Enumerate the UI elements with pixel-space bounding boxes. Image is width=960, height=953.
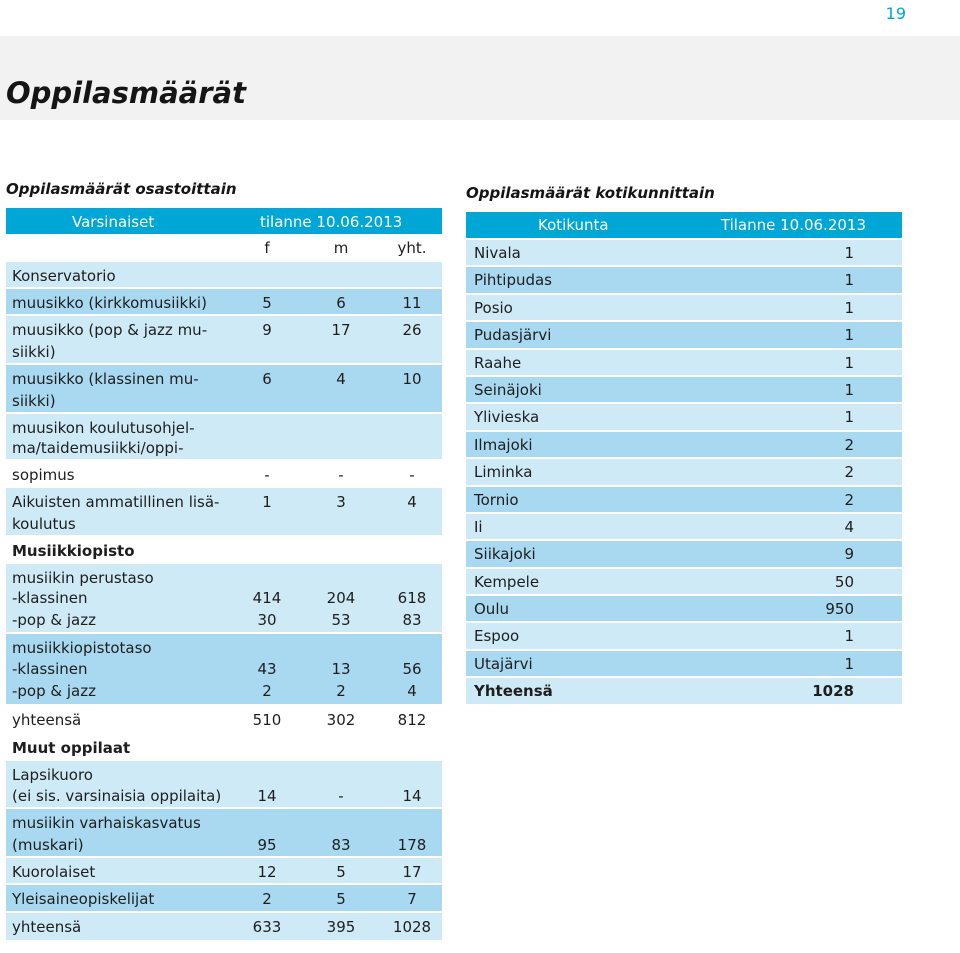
- cell-yht: -: [409, 466, 415, 484]
- col-yht: yht.: [397, 239, 427, 257]
- municipality-count: 1: [844, 408, 854, 427]
- cell-f: 2: [262, 682, 272, 700]
- municipality-name: Oulu: [474, 600, 509, 619]
- page-number: 19: [885, 4, 906, 23]
- table-row: [466, 487, 902, 512]
- row-label: siikki): [12, 392, 56, 410]
- municipality-count: 1: [844, 326, 854, 345]
- table-row: [466, 514, 902, 539]
- cell-m: 13: [331, 660, 351, 678]
- cell-yht: 10: [402, 370, 422, 388]
- cell-yht: 4: [407, 682, 417, 700]
- cell-f: 414: [252, 589, 282, 607]
- cell-yht: 7: [407, 890, 417, 908]
- table-row: [6, 734, 442, 759]
- municipality-name: Raahe: [474, 353, 522, 372]
- table-row: [466, 322, 902, 347]
- table-row: [6, 885, 442, 911]
- table-row: [6, 634, 442, 704]
- cell-m: 3: [336, 493, 346, 511]
- municipality-name: Espoo: [474, 627, 520, 646]
- row-label: musiikkiopistotaso: [12, 639, 152, 657]
- cell-yht: 14: [402, 787, 422, 805]
- cell-f: 12: [257, 863, 277, 881]
- right-section-title: Oppilasmäärät kotikunnittain: [466, 184, 715, 202]
- table-row: [6, 706, 442, 732]
- cell-yht: 26: [402, 321, 422, 339]
- cell-m: 53: [331, 611, 351, 629]
- column-header-row: [6, 236, 442, 260]
- cell-f: 30: [257, 611, 277, 629]
- cell-f: 43: [257, 660, 277, 678]
- municipality-count: 1: [844, 654, 854, 673]
- table-row: [466, 651, 902, 676]
- table-row: [466, 267, 902, 292]
- cell-m: 6: [336, 294, 346, 312]
- row-label: ma/taidemusiikki/oppi-: [12, 439, 184, 457]
- municipality-name: Nivala: [474, 244, 521, 262]
- municipality-name: Liminka: [474, 463, 533, 482]
- cell-f: 9: [262, 321, 272, 339]
- table-header-row: [6, 208, 442, 234]
- cell-m: 17: [331, 321, 351, 339]
- row-label: Lapsikuoro: [12, 766, 93, 784]
- row-label: musiikin varhaiskasvatus: [12, 814, 201, 832]
- cell-f: 510: [252, 711, 282, 729]
- row-label: Yleisaineopiskelijat: [12, 890, 155, 908]
- cell-m: -: [338, 466, 344, 484]
- cell-f: 6: [262, 370, 272, 388]
- row-label: muusikon koulutusohjel-: [12, 419, 195, 437]
- table-row-total: [466, 678, 902, 703]
- table-row-total: [6, 913, 442, 940]
- header-status-date: tilanne 10.06.2013: [260, 213, 403, 231]
- municipality-name: Yhteensä: [474, 682, 553, 701]
- cell-f: 1: [262, 493, 272, 511]
- table-row: [466, 404, 902, 429]
- cell-f: 95: [257, 836, 277, 854]
- page-title: Oppilasmäärät: [6, 76, 246, 110]
- cell-f: 2: [262, 890, 272, 908]
- table-row: [6, 488, 442, 535]
- municipality-name: Pihtipudas: [474, 271, 552, 290]
- table-row: [466, 596, 902, 621]
- municipality-count: 2: [844, 463, 854, 482]
- cell-f: 633: [252, 918, 282, 936]
- municipality-name: Pudasjärvi: [474, 326, 552, 345]
- table-row: [466, 432, 902, 457]
- table-row: [466, 350, 902, 375]
- row-label: sopimus: [12, 466, 75, 484]
- table-row: [6, 262, 442, 287]
- municipality-name: Ii: [474, 517, 483, 536]
- table-row: [6, 289, 442, 314]
- municipality-name: Ilmajoki: [474, 435, 533, 454]
- municipality-name: Seinäjoki: [474, 380, 542, 399]
- table-row: [466, 459, 902, 484]
- cell-yht: 178: [397, 836, 427, 854]
- table-row: [6, 461, 442, 486]
- row-label: Aikuisten ammatillinen lisä-: [12, 493, 220, 511]
- table-row: [466, 377, 902, 402]
- cell-m: 4: [336, 370, 346, 388]
- municipality-table: [466, 212, 902, 706]
- header-kotikunta: Kotikunta: [538, 216, 609, 234]
- cell-f: -: [264, 466, 270, 484]
- header-varsinaiset: Varsinaiset: [72, 213, 155, 231]
- cell-yht: 1028: [392, 918, 432, 936]
- municipality-name: Siikajoki: [474, 545, 536, 564]
- municipality-count: 950: [825, 600, 854, 619]
- row-label: Kuorolaiset: [12, 863, 96, 881]
- row-label: -klassinen: [12, 660, 88, 678]
- row-label: Konservatorio: [12, 267, 116, 285]
- table-row: [6, 414, 442, 459]
- row-label: -klassinen: [12, 589, 88, 607]
- table-row: [6, 365, 442, 412]
- cell-f: 14: [257, 787, 277, 805]
- row-label: -pop & jazz: [12, 682, 96, 700]
- cell-f: 5: [262, 294, 272, 312]
- cell-yht: 17: [402, 863, 422, 881]
- cell-m: -: [338, 787, 344, 805]
- row-label: Musiikkiopisto: [12, 542, 135, 560]
- municipality-count: 2: [844, 490, 854, 509]
- left-section-title: Oppilasmäärät osastoittain: [6, 180, 237, 198]
- row-label: koulutus: [12, 515, 76, 533]
- municipality-name: Kempele: [474, 572, 540, 591]
- municipality-count: 1: [844, 244, 854, 262]
- cell-m: 395: [326, 918, 356, 936]
- municipality-count: 9: [844, 545, 854, 564]
- cell-yht: 812: [397, 711, 427, 729]
- municipality-count: 1: [844, 271, 854, 290]
- col-f: f: [264, 239, 270, 257]
- table-row: [466, 541, 902, 566]
- municipality-count: 1: [844, 298, 854, 317]
- header-status-date: Tilanne 10.06.2013: [720, 216, 866, 234]
- municipality-count: 1: [844, 627, 854, 646]
- municipality-name: Tornio: [474, 490, 519, 509]
- cell-yht: 618: [397, 589, 427, 607]
- table-row: [6, 537, 442, 562]
- table-row: [6, 316, 442, 363]
- municipality-count: 1028: [812, 682, 854, 701]
- cell-yht: 83: [402, 611, 422, 629]
- row-label: (muskari): [12, 836, 84, 854]
- municipality-count: 1: [844, 380, 854, 399]
- row-label: siikki): [12, 343, 56, 361]
- cell-m: 2: [336, 682, 346, 700]
- municipality-count: 2: [844, 435, 854, 454]
- cell-yht: 4: [407, 493, 417, 511]
- row-label: muusikko (kirkkomusiikki): [12, 294, 207, 312]
- cell-m: 5: [336, 863, 346, 881]
- col-m: m: [333, 239, 349, 257]
- department-table: [6, 208, 442, 942]
- table-row: [466, 295, 902, 320]
- municipality-count: 1: [844, 353, 854, 372]
- row-label: muusikko (pop & jazz mu-: [12, 321, 208, 339]
- cell-yht: 56: [402, 660, 422, 678]
- municipality-name: Utajärvi: [474, 654, 533, 673]
- table-row: [466, 623, 902, 648]
- table-row: [466, 569, 902, 594]
- table-row: [6, 858, 442, 883]
- municipality-name: Posio: [474, 298, 513, 317]
- table-row: [466, 240, 902, 265]
- cell-m: 302: [326, 711, 356, 729]
- row-label: Muut oppilaat: [12, 739, 131, 757]
- municipality-name: Ylivieska: [474, 408, 540, 427]
- table-row: [6, 564, 442, 632]
- cell-m: 83: [331, 836, 351, 854]
- row-label: yhteensä: [12, 918, 82, 936]
- table-row: [6, 809, 442, 856]
- table-row: [6, 761, 442, 807]
- municipality-count: 4: [844, 517, 854, 536]
- municipality-count: 50: [834, 572, 854, 591]
- row-label: -pop & jazz: [12, 611, 96, 629]
- row-label: yhteensä: [12, 711, 82, 729]
- cell-m: 5: [336, 890, 346, 908]
- cell-m: 204: [326, 589, 356, 607]
- cell-yht: 11: [402, 294, 422, 312]
- row-label: (ei sis. varsinaisia oppilaita): [12, 787, 222, 805]
- table-header-row: [466, 212, 902, 238]
- row-label: musiikin perustaso: [12, 569, 154, 587]
- row-label: muusikko (klassinen mu-: [12, 370, 199, 388]
